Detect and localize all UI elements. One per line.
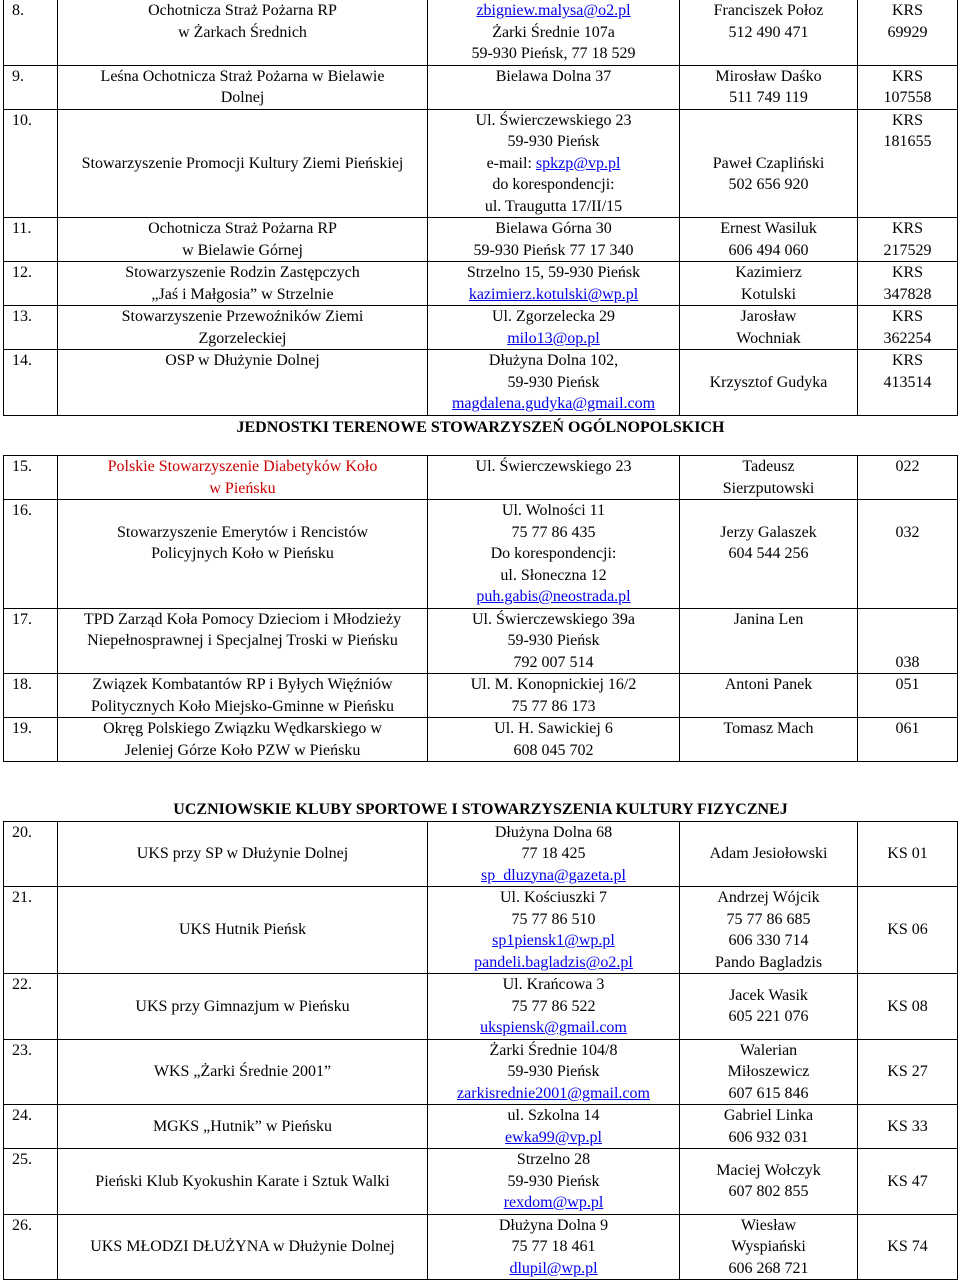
row-number: 13. xyxy=(4,306,58,350)
section-heading-row xyxy=(4,415,958,438)
contact-person-line: 607 802 855 xyxy=(728,1183,809,1201)
registry-number xyxy=(858,306,958,350)
row-number: 20. xyxy=(4,821,58,887)
organization-name xyxy=(58,350,428,416)
address-line: Ul. Krańcowa 3 xyxy=(502,976,605,993)
registry-number xyxy=(858,109,958,218)
address-line: Ul. Świerczewskiego 23 xyxy=(475,458,632,475)
registry-number xyxy=(858,821,958,887)
address-line: 608 045 702 xyxy=(513,741,594,759)
address-line: Ul. Wolności 11 xyxy=(501,502,606,519)
address-line: 59-930 Pieńsk, 77 18 529 xyxy=(471,45,636,62)
organization-name xyxy=(58,1149,428,1215)
registry-number-line: 217529 xyxy=(883,241,932,259)
registry-number-line: KS 27 xyxy=(887,1063,928,1080)
registry-number-line: 032 xyxy=(895,523,920,541)
email-link[interactable]: pandeli.bagladzis@o2.pl xyxy=(474,953,633,971)
organization-name xyxy=(58,0,428,65)
table-row xyxy=(4,1105,958,1149)
address-line: ul. Słoneczna 12 xyxy=(500,566,607,584)
table-row xyxy=(4,350,958,416)
registry-number xyxy=(858,350,958,416)
organization-name-line: Pieński Klub Kyokushin Karate i Sztuk Walki xyxy=(95,1172,390,1190)
contact-person xyxy=(680,718,858,762)
contact-person-line: Jarosław xyxy=(740,308,797,325)
organization-name-line: OSP w Dłużynie Dolnej xyxy=(165,352,320,369)
address-line: Strzelno 28 xyxy=(516,1151,591,1168)
contact-person-line: 606 268 721 xyxy=(728,1259,809,1277)
email-link[interactable]: sp_dluzyna@gazeta.pl xyxy=(481,866,626,884)
row-number: 15. xyxy=(4,456,58,500)
registry-number-line: 038 xyxy=(895,653,920,671)
table-row xyxy=(4,887,958,974)
table-row xyxy=(4,821,958,887)
organization-name-line: Policyjnych Koło w Pieńsku xyxy=(151,545,334,562)
contact-person-line: Jerzy Galaszek xyxy=(720,523,817,541)
registry-number xyxy=(858,65,958,109)
address-line: Dłużyna Dolna 68 xyxy=(494,823,613,841)
registry-number xyxy=(858,218,958,262)
registry-number-line: KRS xyxy=(891,220,924,237)
organization-name-line: w Bielawie Górnej xyxy=(182,241,303,259)
contact-person-line: Wiesław xyxy=(740,1216,797,1234)
contact-person-line: Paweł Czapliński xyxy=(712,154,825,172)
registry-number-line: 362254 xyxy=(883,329,932,347)
organization-name-line: UKS przy SP w Dłużynie Dolnej xyxy=(136,845,349,862)
table-row xyxy=(4,674,958,718)
table-row xyxy=(4,218,958,262)
address-line: 59-930 Pieńsk xyxy=(507,1172,600,1190)
organization-name-line: Stowarzyszenie Przewoźników Ziemi xyxy=(121,308,364,325)
address-cell xyxy=(428,350,680,416)
registry-number-line: KS 06 xyxy=(887,921,928,939)
email-link[interactable]: spkzp@vp.pl xyxy=(535,154,621,172)
address-cell xyxy=(428,974,680,1040)
registry-number-line: KRS xyxy=(891,67,924,85)
address-line: Ul. Świerczewskiego 23 xyxy=(475,111,632,129)
registry-number-line xyxy=(860,500,955,522)
organization-name-line: TPD Zarząd Koła Pomocy Dzieciom i Młodzieży xyxy=(83,610,402,628)
table-row xyxy=(4,456,958,500)
table-row xyxy=(4,262,958,306)
address-line: Bielawa Dolna 37 xyxy=(495,67,612,85)
section-heading: JEDNOSTKI TERENOWE STOWARZYSZEŃ OGÓLNOPOLSKICH xyxy=(236,418,725,436)
address-line: Ul. Świerczewskiego 39a xyxy=(471,610,636,628)
contact-person-line: 604 544 256 xyxy=(728,545,809,562)
organization-name-line: Związek Kombatantów RP i Byłych Więźniów xyxy=(92,676,393,693)
address-line: 75 77 86 435 xyxy=(511,523,596,541)
contact-person-line: 605 221 076 xyxy=(728,1008,809,1026)
address-cell xyxy=(428,608,680,674)
organization-name xyxy=(58,218,428,262)
contact-person-line: Maciej Wołczyk xyxy=(716,1161,821,1179)
organization-name-line xyxy=(60,131,425,153)
address-line: 59-930 Pieńsk xyxy=(507,1063,600,1080)
table-row xyxy=(4,1149,958,1215)
registry-number-line: KRS xyxy=(891,2,924,19)
address-cell xyxy=(428,821,680,887)
organization-name-line: Politycznych Koło Miejsko-Gminne w Pieńsku xyxy=(90,697,395,715)
organization-name xyxy=(58,1105,428,1149)
organizations-table-2 xyxy=(3,455,958,762)
email-link[interactable]: puh.gabis@neostrada.pl xyxy=(476,588,631,605)
registry-number xyxy=(858,1214,958,1280)
organization-name-line: w Pieńsku xyxy=(209,479,276,497)
row-number: 19. xyxy=(4,718,58,762)
organization-name xyxy=(58,109,428,218)
registry-number-line: 051 xyxy=(895,676,920,693)
organization-name xyxy=(58,306,428,350)
address-cell xyxy=(428,1149,680,1215)
organization-name xyxy=(58,1214,428,1280)
contact-person xyxy=(680,1149,858,1215)
contact-person-line xyxy=(682,350,855,372)
registry-number-line: 69929 xyxy=(887,23,928,41)
organization-name-line: Niepełnosprawnej i Specjalnej Troski w Pieńsku xyxy=(87,632,398,649)
address-cell xyxy=(428,306,680,350)
organization-name-line: UKS przy Gimnazjum w Pieńsku xyxy=(135,997,350,1015)
address-line: 59-930 Pieńsk xyxy=(507,632,600,649)
row-number: 24. xyxy=(4,1105,58,1149)
address-cell xyxy=(428,0,680,65)
organization-name xyxy=(58,1039,428,1105)
email-link[interactable]: zbigniew.malysa@o2.pl xyxy=(476,2,631,19)
contact-person-line: 512 490 471 xyxy=(728,23,809,41)
registry-number-line: KRS xyxy=(891,308,924,325)
row-number: 16. xyxy=(4,500,58,609)
address-cell xyxy=(428,500,680,609)
email-link[interactable]: rexdom@wp.pl xyxy=(503,1194,604,1211)
address-line: Dłużyna Dolna 9 xyxy=(498,1216,609,1234)
address-line: Ul. H. Sawickiej 6 xyxy=(494,720,613,737)
row-number: 17. xyxy=(4,608,58,674)
row-number: 9. xyxy=(4,65,58,109)
address-line: Do korespondencji: xyxy=(490,545,617,562)
table-row xyxy=(4,1039,958,1105)
organization-name xyxy=(58,456,428,500)
organization-name xyxy=(58,608,428,674)
registry-number-line: KRS xyxy=(891,264,924,281)
address-line: Strzelno 15, 59-930 Pieńsk xyxy=(466,264,641,281)
contact-person-line: Krzysztof Gudyka xyxy=(709,373,828,391)
contact-person-line: Janina Len xyxy=(733,610,804,628)
organization-name-line: Leśna Ochotnicza Straż Pożarna w Bielawie xyxy=(100,67,385,85)
row-number: 10. xyxy=(4,109,58,218)
table-row xyxy=(4,0,958,65)
registry-number-line xyxy=(860,630,955,652)
registry-number xyxy=(858,1149,958,1215)
registry-number-line: 181655 xyxy=(883,133,932,150)
contact-person-line: Antoni Panek xyxy=(724,676,813,693)
contact-person xyxy=(680,887,858,974)
email-link[interactable]: sp1piensk1@wp.pl xyxy=(492,932,615,949)
organization-name-line: Stowarzyszenie Promocji Kultury Ziemi Pieńskiej xyxy=(81,154,404,172)
contact-person xyxy=(680,1214,858,1280)
organization-name xyxy=(58,65,428,109)
contact-person-line: Tadeusz xyxy=(742,458,795,475)
address-cell xyxy=(428,674,680,718)
contact-person xyxy=(680,350,858,416)
address-line: 75 77 86 173 xyxy=(511,697,596,715)
table-row xyxy=(4,500,958,609)
address-line: Żarki Średnie 107a xyxy=(492,23,615,41)
registry-number-line: KRS xyxy=(891,111,924,129)
table-row xyxy=(4,974,958,1040)
email-link[interactable]: magdalena.gudyka@gmail.com xyxy=(451,395,656,412)
section-heading-row xyxy=(4,798,958,821)
registry-number-line: 022 xyxy=(895,458,920,475)
organization-name-line: UKS MŁODZI DŁUŻYNA w Dłużynie Dolnej xyxy=(90,1238,395,1255)
address-cell xyxy=(428,887,680,974)
contact-person-line: Mirosław Daśko xyxy=(715,67,822,85)
organization-name xyxy=(58,718,428,762)
registry-number xyxy=(858,718,958,762)
row-number: 23. xyxy=(4,1039,58,1105)
table-row xyxy=(4,109,958,218)
organization-name-line xyxy=(60,110,425,132)
address-line: Dłużyna Dolna 102, xyxy=(488,352,619,369)
contact-person-line: Jacek Wasik xyxy=(729,986,808,1004)
registry-number-line: KS 47 xyxy=(887,1172,928,1190)
registry-number-line: KS 08 xyxy=(887,997,928,1015)
table-row xyxy=(4,718,958,762)
address-line: Ul. M. Konopnickiej 16/2 xyxy=(470,676,637,693)
row-number: 11. xyxy=(4,218,58,262)
address-line: 792 007 514 xyxy=(513,653,594,671)
registry-number-line: 061 xyxy=(895,720,920,737)
registry-number xyxy=(858,1105,958,1149)
organization-name-line xyxy=(60,500,425,522)
contact-person xyxy=(680,821,858,887)
contact-person-line: Miłoszewicz xyxy=(727,1063,810,1080)
registry-number-line: 413514 xyxy=(883,373,932,391)
address-line: 59-930 Pieńsk xyxy=(507,133,600,150)
organization-name-line: Ochotnicza Straż Pożarna RP xyxy=(148,220,337,237)
contact-person xyxy=(680,218,858,262)
email-link[interactable]: ukspiensk@gmail.com xyxy=(480,1019,627,1036)
address-cell xyxy=(428,1039,680,1105)
contact-person xyxy=(680,674,858,718)
registry-number xyxy=(858,887,958,974)
registry-number xyxy=(858,974,958,1040)
email-link[interactable]: dlupil@wp.pl xyxy=(509,1259,598,1277)
contact-person-line: Sierzputowski xyxy=(722,479,815,497)
registry-number xyxy=(858,262,958,306)
contact-person-line xyxy=(682,110,855,132)
address-cell xyxy=(428,718,680,762)
contact-person xyxy=(680,974,858,1040)
contact-person-line: 606 494 060 xyxy=(728,241,809,259)
address-line: do korespondencji: xyxy=(492,176,615,193)
contact-person xyxy=(680,1039,858,1105)
organization-name-line: Okręg Polskiego Związku Wędkarskiego w xyxy=(103,720,382,737)
contact-person xyxy=(680,109,858,218)
table-row xyxy=(4,608,958,674)
contact-person-line: 606 932 031 xyxy=(728,1128,809,1146)
row-number: 26. xyxy=(4,1214,58,1280)
address-line: 59-930 Pieńsk xyxy=(507,373,600,391)
email-link[interactable]: zarkisrednie2001@gmail.com xyxy=(457,1084,650,1102)
contact-person xyxy=(680,456,858,500)
contact-person-line: 75 77 86 685 xyxy=(726,910,811,928)
contact-person-line: Kotulski xyxy=(740,285,797,303)
email-link[interactable]: ewka99@vp.pl xyxy=(505,1128,602,1146)
contact-person-line: Wyspiański xyxy=(731,1238,806,1255)
row-number: 14. xyxy=(4,350,58,416)
organization-name-line: WKS „Żarki Średnie 2001” xyxy=(153,1063,332,1080)
address-cell xyxy=(428,262,680,306)
address-cell xyxy=(428,456,680,500)
organization-name-line: Dolnej xyxy=(220,89,265,106)
contact-person-line: Franciszek Połoz xyxy=(713,2,824,19)
organization-name xyxy=(58,674,428,718)
registry-number xyxy=(858,1039,958,1105)
contact-person-line: Ernest Wasiluk xyxy=(720,220,817,237)
contact-person-line xyxy=(682,131,855,153)
row-number: 12. xyxy=(4,262,58,306)
registry-number xyxy=(858,456,958,500)
contact-person-line: Tomasz Mach xyxy=(723,720,814,737)
registry-number-line: KS 74 xyxy=(887,1238,928,1255)
organization-name-line: Polskie Stowarzyszenie Diabetyków Koło xyxy=(107,458,378,475)
address-line: Bielawa Górna 30 xyxy=(495,220,612,237)
organization-name xyxy=(58,887,428,974)
contact-person-line: 607 615 846 xyxy=(728,1084,809,1102)
email-line[interactable]: e-mail: spkzp@vp.pl xyxy=(486,154,621,172)
registry-number-line: 107558 xyxy=(883,89,932,106)
organization-name xyxy=(58,500,428,609)
contact-person xyxy=(680,262,858,306)
contact-person-line: 502 656 920 xyxy=(728,176,809,193)
contact-person xyxy=(680,65,858,109)
contact-person xyxy=(680,1105,858,1149)
address-line: 75 77 86 522 xyxy=(511,997,596,1015)
row-number: 22. xyxy=(4,974,58,1040)
organization-name-line: Zgorzeleckiej xyxy=(198,329,287,347)
contact-person-line: Pando Bagladzis xyxy=(714,953,823,971)
table-row xyxy=(4,1214,958,1280)
organization-name xyxy=(58,262,428,306)
section-heading: UCZNIOWSKIE KLUBY SPORTOWE I STOWARZYSZENIA KULTURY FIZYCZNEJ xyxy=(4,798,958,821)
registry-number-line: KS 01 xyxy=(887,845,928,862)
contact-person xyxy=(680,306,858,350)
table-row xyxy=(4,306,958,350)
organization-name-line: w Żarkach Średnich xyxy=(178,23,307,41)
address-line: ul. Szkolna 14 xyxy=(507,1107,600,1124)
registry-number xyxy=(858,608,958,674)
registry-number-line: KS 33 xyxy=(887,1117,928,1135)
contact-person-line: 511 749 119 xyxy=(729,89,808,106)
row-number: 21. xyxy=(4,887,58,974)
registry-number-line: 347828 xyxy=(883,285,932,303)
organization-name-line: MGKS „Hutnik” w Pieńsku xyxy=(152,1117,333,1135)
registry-number xyxy=(858,0,958,65)
registry-number-line: KRS xyxy=(891,352,924,369)
address-cell xyxy=(428,109,680,218)
email-link[interactable]: kazimierz.kotulski@wp.pl xyxy=(468,285,639,303)
organization-name-line: UKS Hutnik Pieńsk xyxy=(178,921,307,939)
address-line: ul. Traugutta 17/II/15 xyxy=(484,197,623,215)
organizations-table-3 xyxy=(3,798,958,1280)
organization-name-line: Stowarzyszenie Rodzin Zastępczych xyxy=(125,264,360,281)
row-number: 8. xyxy=(4,0,58,65)
row-number: 25. xyxy=(4,1149,58,1215)
organization-name-line: „Jaś i Małgosia” w Strzelnie xyxy=(151,285,334,303)
organization-name xyxy=(58,821,428,887)
organization-name-line: Jeleniej Górze Koło PZW w Pieńsku xyxy=(124,741,361,759)
registry-number xyxy=(858,674,958,718)
contact-person-line: Andrzej Wójcik xyxy=(717,889,820,906)
contact-person xyxy=(680,608,858,674)
address-line: 75 77 18 461 xyxy=(511,1238,596,1255)
contact-person-line: Walerian xyxy=(739,1041,798,1059)
contact-person xyxy=(680,500,858,609)
contact-person-line: Adam Jesiołowski xyxy=(709,845,828,862)
address-line: Żarki Średnie 104/8 xyxy=(489,1041,618,1059)
row-number: 18. xyxy=(4,674,58,718)
contact-person-line xyxy=(682,500,855,522)
address-cell xyxy=(428,1214,680,1280)
contact-person-line: 606 330 714 xyxy=(728,932,809,949)
organization-name xyxy=(58,974,428,1040)
email-link[interactable]: milo13@op.pl xyxy=(507,329,600,347)
table-row xyxy=(4,65,958,109)
organization-name-line: Stowarzyszenie Emerytów i Rencistów xyxy=(116,523,369,541)
registry-number-line xyxy=(860,609,955,631)
contact-person-line: Gabriel Linka xyxy=(723,1107,814,1124)
registry-number xyxy=(858,500,958,609)
address-line: Ul. Kościuszki 7 xyxy=(499,889,608,906)
address-cell xyxy=(428,65,680,109)
address-line: 75 77 86 510 xyxy=(511,910,596,928)
address-line: 59-930 Pieńsk 77 17 340 xyxy=(473,241,634,259)
contact-person-line: Wochniak xyxy=(736,329,801,347)
organization-name-line: Ochotnicza Straż Pożarna RP xyxy=(148,2,337,19)
organizations-table-1 xyxy=(3,0,958,438)
address-cell xyxy=(428,218,680,262)
address-cell xyxy=(428,1105,680,1149)
address-line: 77 18 425 xyxy=(521,845,586,862)
contact-person-line: Kazimierz xyxy=(735,264,802,281)
address-line: Ul. Zgorzelecka 29 xyxy=(491,308,616,325)
contact-person xyxy=(680,0,858,65)
